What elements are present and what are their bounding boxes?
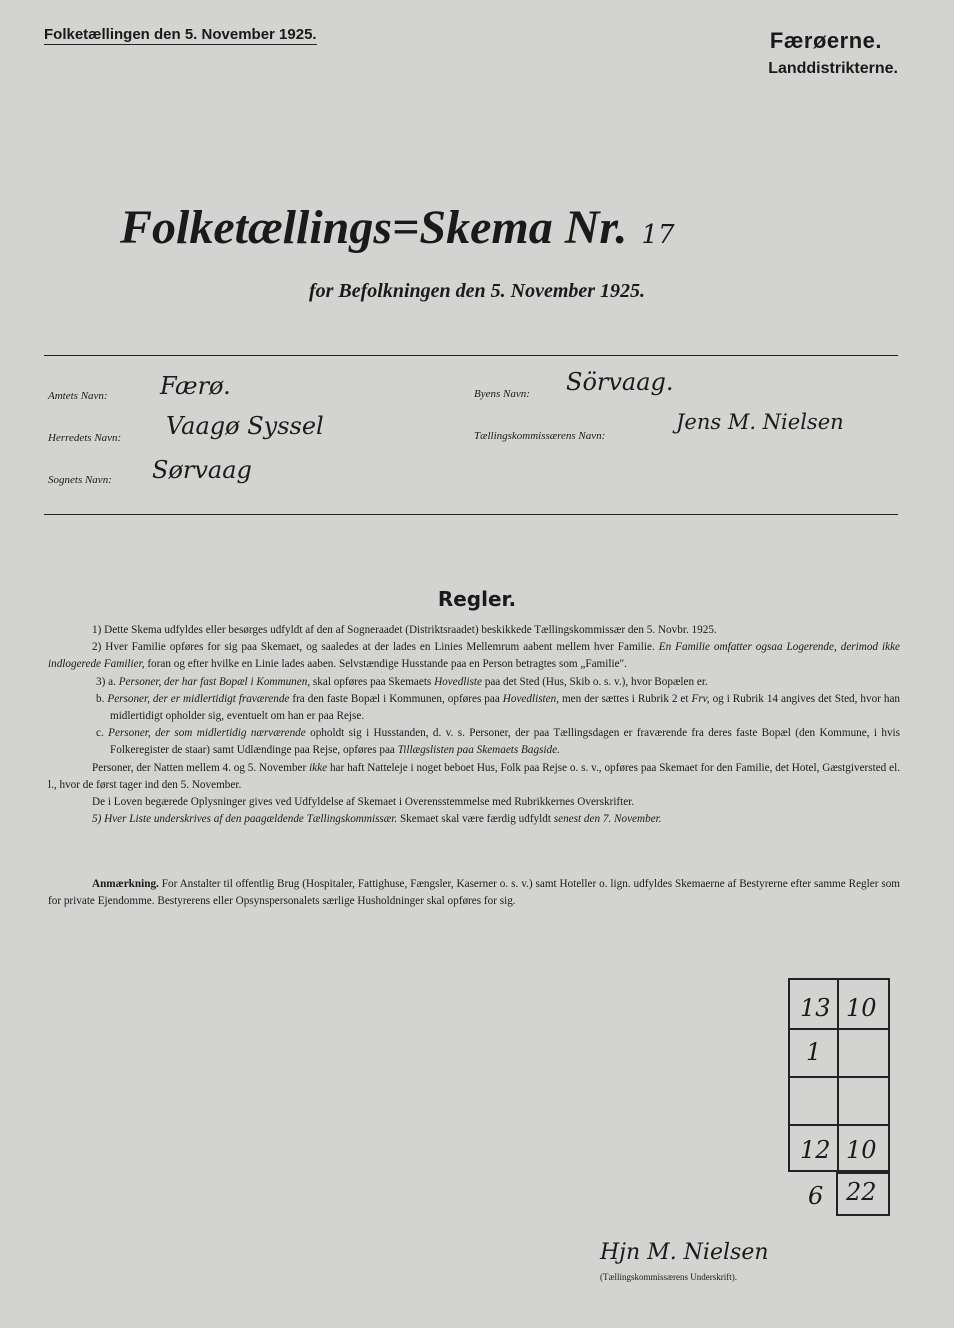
tally-divider-vertical xyxy=(837,980,839,1170)
rule-2: 2) Hver Familie opføres for sig paa Skemaet, og saaledes at der lades en Linies Mellemrum aabent mellem hver Familie. En Familie omfatter ogsaa Logerende, derimod ikke indlogerede Familier, foran og efter hvilke en Linie lades aaben. Selvstændige Husstande paa en Person betragtes som „Familie". xyxy=(48,641,901,671)
tally-r2c1: 1 xyxy=(806,1038,822,1066)
regler-heading: Regler. xyxy=(437,587,517,611)
header-region: Færøerne. xyxy=(769,28,882,53)
tally-r1c2: 10 xyxy=(846,994,877,1022)
amt-value: Færø. xyxy=(160,372,231,400)
form-subtitle: for Befolkningen den 5. November 1925. xyxy=(308,280,646,302)
herred-value: Vaagø Syssel xyxy=(166,412,324,440)
herred-label: Herredets Navn: xyxy=(48,432,122,444)
tally-total-right: 22 xyxy=(846,1178,877,1206)
regler-text xyxy=(48,622,900,828)
signature-caption: (Tællingskommissærens Underskrift). xyxy=(600,1272,737,1282)
form-title-text: Folketællings=Skema Nr. xyxy=(120,201,628,254)
kommissaer-label: Tællingskommissærens Navn: xyxy=(474,430,606,442)
form-title xyxy=(120,200,675,255)
rule-3b: b. Personer, der er midlertidigt fraværende fra den faste Bopæl i Kommunen, opføres paa Hovedlisten, men der sættes i Rubrik 2 et Frv, og i Rubrik 14 angives det Sted, hvor han midlertidigt opholder sig, eventuelt om han er paa Rejse. xyxy=(96,692,901,723)
by-value: Sörvaag. xyxy=(566,368,674,396)
by-label: Byens Navn: xyxy=(474,388,530,400)
rule-1: 1) Dette Skema udfyldes eller besørges udfyldt af den af Sogneraadet (Distriktsraadet) beskikkede Tællingskommissær den 5. Novbr. 1925. xyxy=(92,624,717,636)
rule-3c: c. Personer, der som midlertidig nærværende opholdt sig i Husstanden, d. v. s. Personer, der paa Tællingsdagen er fraværende fra deres faste Bopæl (den Kommune, i hvis Folkeregister de staar) samt Udlændinge paa Rejse, opføres paa Tillægslisten paa Skemaets Bagside. xyxy=(96,727,901,757)
header-district-type: Landdistrikterne. xyxy=(768,60,898,77)
anmaerkning-text: For Anstalter til offentlig Brug (Hospitaler, Fattighuse, Fængsler, Kaserner o. s. v.) samt Hoteller o. lign. udfyldes Skemaerne af Bestyrerne efter samme Regler som for private Ejendomme. Bestyrerens eller Opsynspersonalets særlige Husholdninger skal opføres for sig. xyxy=(48,878,900,908)
tally-r4c1: 12 xyxy=(800,1136,831,1164)
rule-3a: 3) a. Personer, der har fast Bopæl i Kommunen, skal opføres paa Skemaets Hovedliste paa det Sted (Hus, Skib o. s. v.), hvor Bopælen er. xyxy=(96,675,708,688)
rule-5: De i Loven begærede Oplysninger gives ved Udfyldelse af Skemaet i Overensstemmelse med Rubrikkernes Overskrifter. xyxy=(92,796,635,809)
sogn-value: Sørvaag xyxy=(152,456,252,484)
tally-total-left: 6 xyxy=(808,1182,824,1210)
rule-6: 5) Hver Liste underskrives af den paagældende Tællingskommissær. Skemaet skal være færdig udfyldt senest den 7. November. xyxy=(92,813,662,826)
tally-divider-3 xyxy=(790,1124,888,1126)
divider-bottom xyxy=(44,514,898,515)
anmaerkning-label: Anmærkning. xyxy=(92,878,159,890)
tally-r1c1: 13 xyxy=(800,994,831,1022)
tally-divider-2 xyxy=(790,1076,888,1078)
sogn-label: Sognets Navn: xyxy=(48,474,112,486)
amt-label: Amtets Navn: xyxy=(48,390,108,402)
tally-r4c2: 10 xyxy=(846,1136,877,1164)
form-number-handwritten: 17 xyxy=(641,220,675,250)
divider-top xyxy=(44,355,898,356)
kommissaer-signature: Hjn M. Nielsen xyxy=(600,1240,769,1265)
header-census-date: Folketællingen den 5. November 1925. xyxy=(44,26,317,43)
anmaerkning-note xyxy=(48,876,900,910)
kommissaer-value: Jens M. Nielsen xyxy=(676,410,844,434)
tally-divider-1 xyxy=(790,1028,888,1030)
rule-4: Personer, der Natten mellem 4. og 5. November ikke har haft Natteleje i noget beboet Hus, Folk paa Rejse o. s. v., opføres paa Skemaet for den Familie, det Hotel, Gæstgiversted el. l., hvor de først tager ind den 5. November. xyxy=(48,761,900,791)
